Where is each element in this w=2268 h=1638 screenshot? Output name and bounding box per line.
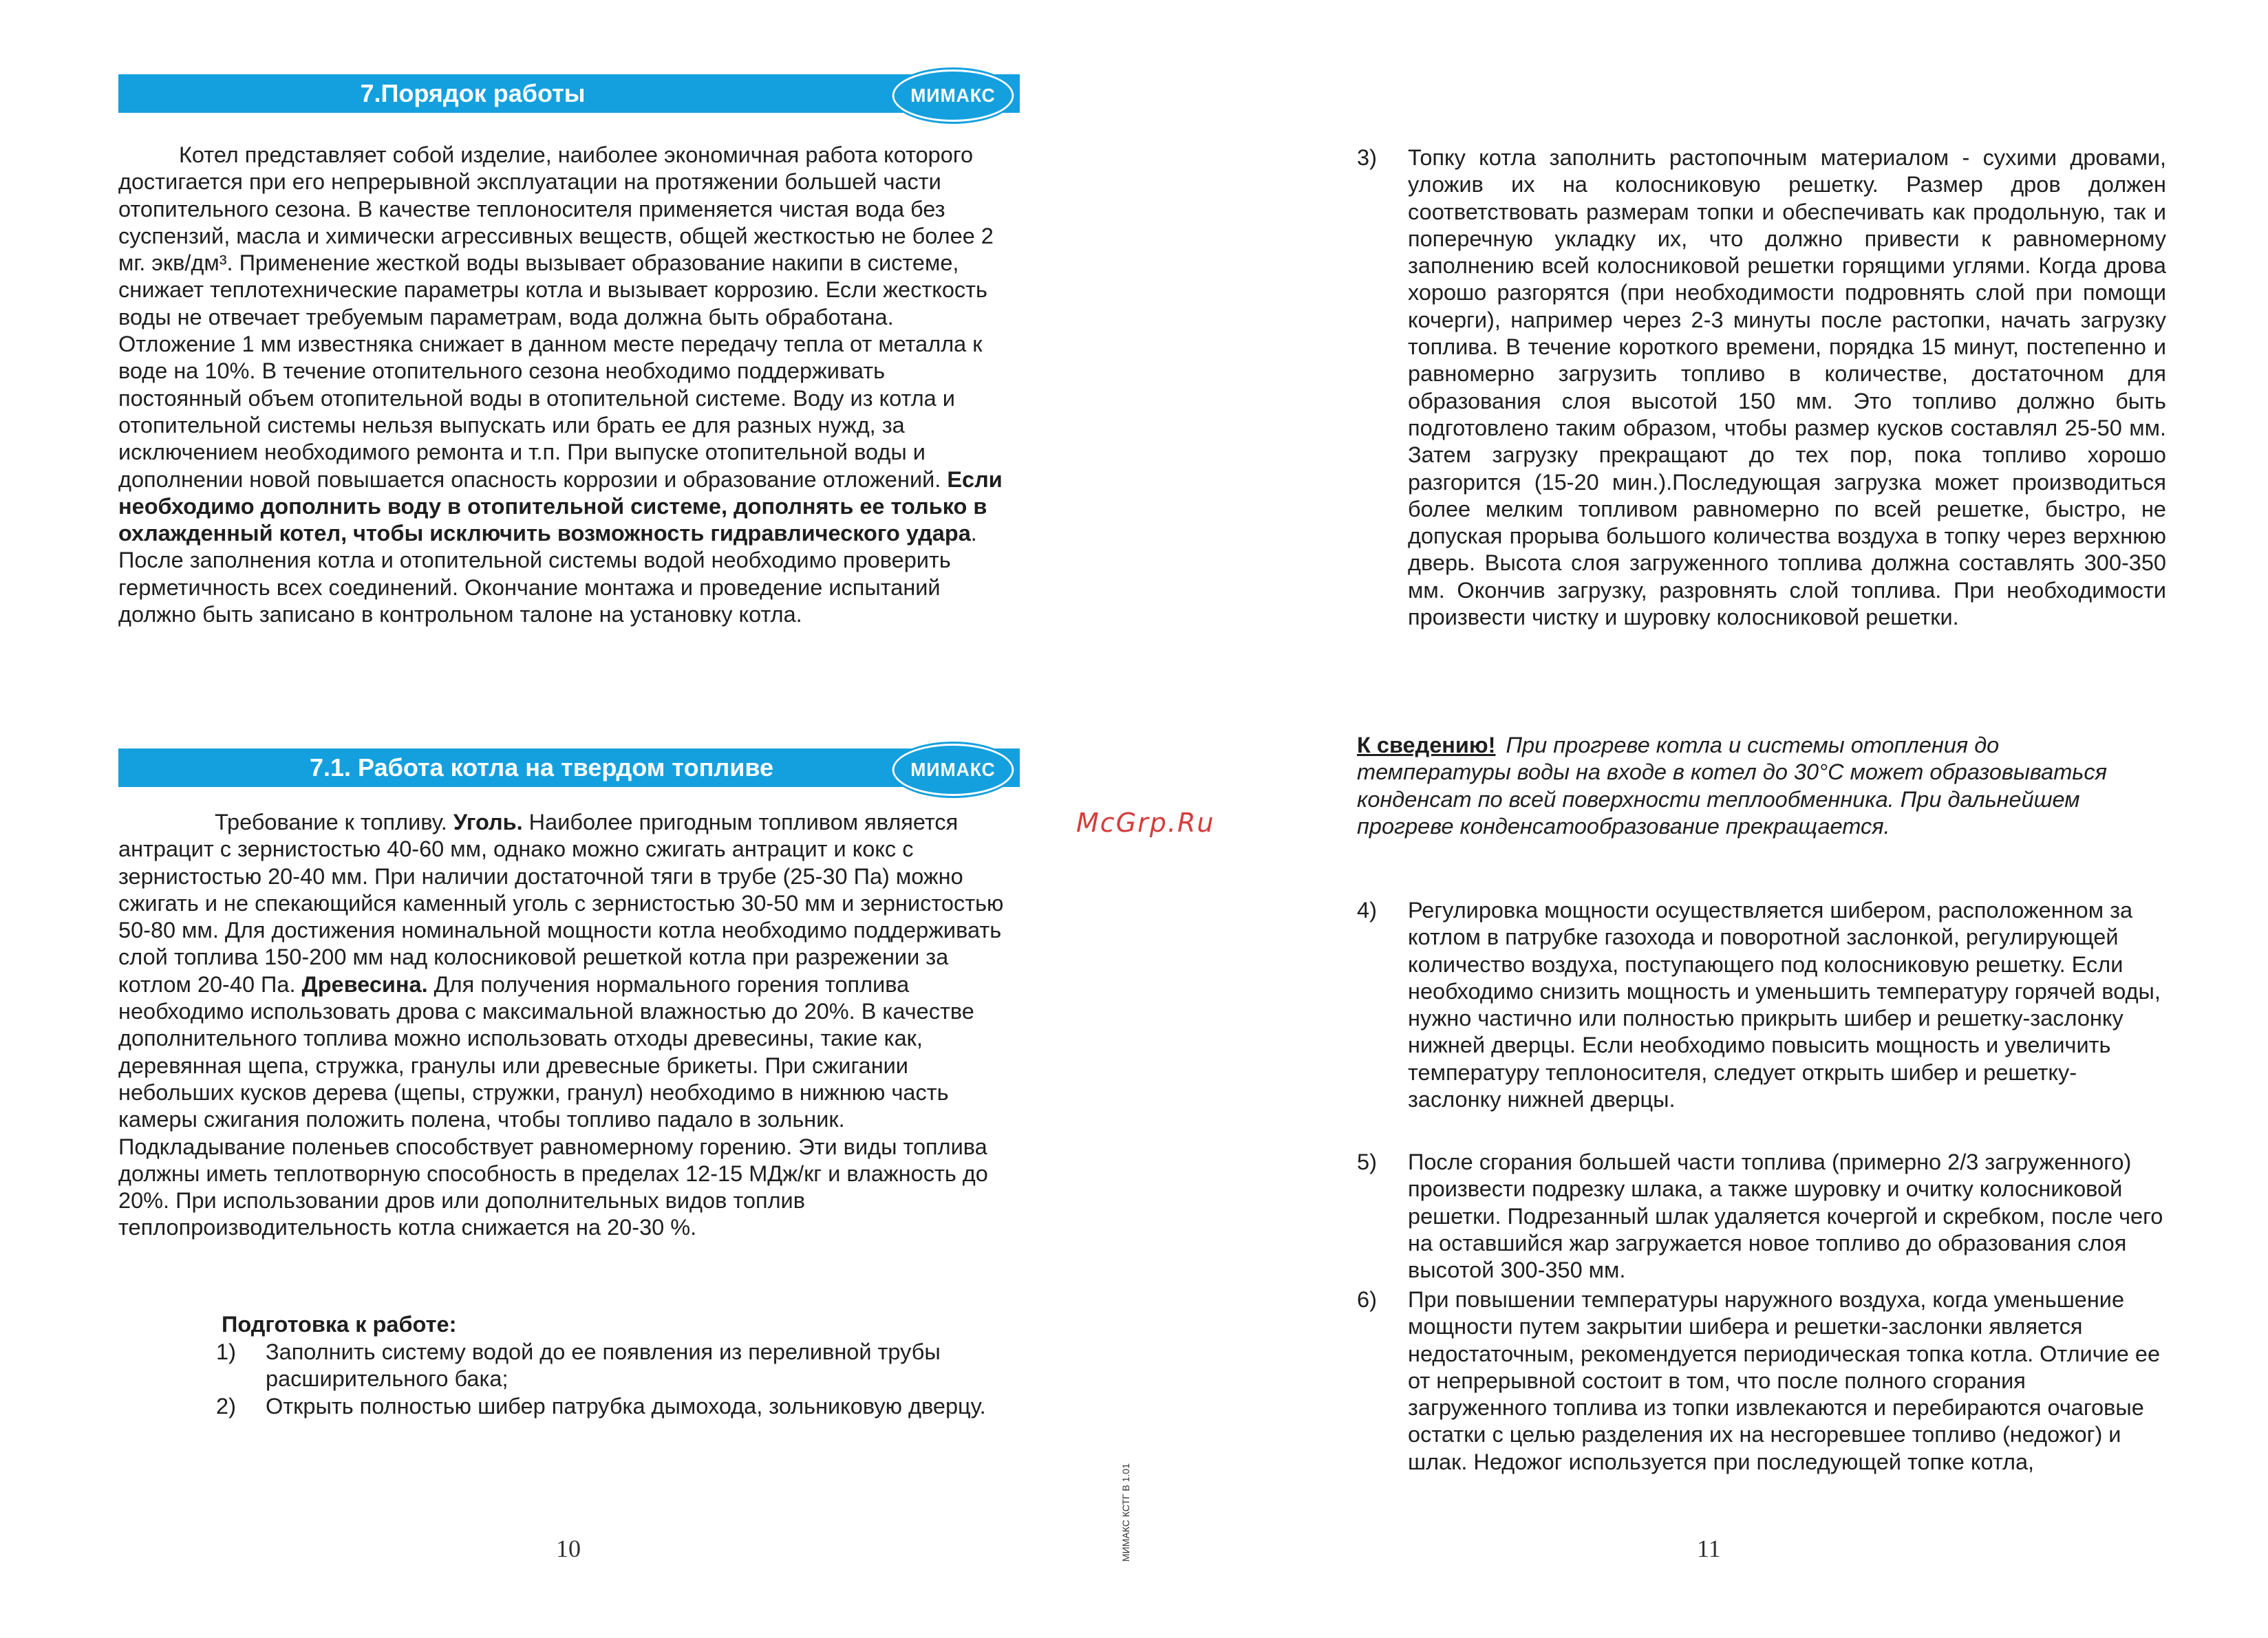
prep-item-2-text: Открыть полностью шибер патрубка дымохода, зольниковую дверцу. — [266, 1394, 986, 1419]
bold-coal: Уголь. — [453, 810, 523, 834]
item-4-text: Регулировка мощности осуществляется шибером, расположенном за котлом в патрубке газохода и поворотной заслонкой, регулирующей количество воздуха, поступающего под колосниковую решетку. Если необходимо снизить мощность и уменьшить температуру горячей воды, нужно частично или полностью прикрыть шибер и решетку-заслонку нижней дверцы. Если необходимо повысить мощность и увеличить температуру теплоносителя, следует открыть шибер и решетку-заслонку нижней дверцы. — [1408, 898, 2161, 1112]
page-number-right: 11 — [1697, 1535, 1721, 1562]
mimax-logo: МИМАКС — [892, 744, 1014, 796]
document-code: МИМАКС КСТГ В 1.01 — [1120, 1463, 1131, 1562]
prep-item-2-number: 2) — [216, 1394, 236, 1419]
section-7-1-paragraph — [118, 809, 1013, 1242]
mimax-logo: МИМАКС — [892, 69, 1014, 122]
item-5-number: 5) — [1357, 1150, 1377, 1174]
section-title-7: 7.Порядок работы — [360, 79, 586, 107]
watermark: McGrp.Ru — [1076, 808, 1215, 838]
prep-item-1-text: Заполнить систему водой до ее появления из переливной трубы расширительного бака; — [266, 1339, 941, 1392]
section-header-7 — [118, 74, 1020, 113]
section-7-1-text: Требование к топливу. Уголь. Наиболее пригодным топливом является антрацит с зернистостью 40-60 мм, однако можно сжигать антрацит и кокс с зернистостью 20-40 мм. При наличии достаточной тяги в трубе (25-30 Па) можно сжигать и не спекающийся каменный уголь с зернистостью 30-50 мм и зернистостью 50-80 мм. Для достижения номинальной мощности котла необходимо поддерживать слой топлива 150-200 мм над колосниковой решеткой котла при разрежении за котлом 20-40 Па. Древесина. Для получения нормального горения топлива необходимо использовать дрова с максимальной влажностью до 20%. В качестве дополнительного топлива можно использовать отходы древесины, такие как, деревянная щепа, стружка, гранулы или древесные брикеты. При сжигании небольших кусков дерева (щепы, стружки, гранул) необходимо в нижнюю часть камеры сжигания положить полена, чтобы топливо падало в зольник. Подкладывание поленьев способствует равномерному горению. Эти виды топлива должны иметь теплотворную способность в пределах 12-15 МДж/кг и влажность до 20%. При использовании дров или дополнительных видов топлив теплопроизводительность котла снижается на 20-30 %. — [118, 810, 1004, 1240]
item-6-text: При повышении температуры наружного воздуха, когда уменьшение мощности путем закрытии шибера и решетки-заслонки является недостаточным, рекомендуется периодическая топка котла. Отличие ее от непрерывной состоит в том, что после полного сгорания загруженного топлива из топки извлекаются и перебираются очаговые остатки с целью разделения их на несгоревшее топливо (недожог) и шлак. Недожог используется при последующей топке котла, — [1408, 1287, 2161, 1474]
prep-heading: Подготовка к работе: — [222, 1312, 457, 1337]
notice-label: К сведению! — [1357, 733, 1496, 757]
section-7-text: Котел представляет собой изделие, наиболее экономичная работа которого достигается при его непрерывной эксплуатации на протяжении большей части отопительного сезона. В качестве теплоносителя применяется чистая вода без суспензий, масла и химически агрессивных веществ, общей жесткостью не более 2 мг. экв/дм³. Применение жесткой воды вызывает образование накипи в системе, снижает теплотехнические параметры котла и вызывает коррозию. Если жесткость воды не отвечает требуемым параметрам, вода должна быть обработана. Отложение 1 мм известняка снижает в данном месте передачу тепла от металла к воде на 10%. В течение отопительного сезона необходимо поддерживать постоянный объем отопительной воды в отопительной системе. Воду из котла и отопительной системы нельзя выпускать или брать ее для разных нужд, за исключением необходимого ремонта и т.п. При выпуске отопительной воды и дополнении новой повышается опасность коррозии и образование отложений. Если необходимо дополнить воду в отопительной системе, дополнять ее только в охлажденный котел, чтобы исключить возможность гидравлического удара. После заполнения котла и отопительной системы водой необходимо проверить герметичность всех соединений. Окончание монтажа и проведение испытаний должно быть записано в контрольном талоне на установку котла. — [118, 142, 1003, 627]
item-4-number: 4) — [1357, 898, 1377, 923]
prep-item-1-number: 1) — [216, 1339, 236, 1364]
section-header-7-1 — [118, 748, 1020, 787]
item-6-number: 6) — [1357, 1287, 1377, 1312]
item-3-number: 3) — [1357, 145, 1377, 170]
bold-warning: Если необходимо дополнить воду в отопительной системе, дополнять ее только в охлажденный котел, чтобы исключить возможность гидравлического удара — [118, 466, 1003, 546]
bold-wood: Древесина. — [301, 971, 428, 997]
item-5-text: После сгорания большей части топлива (примерно 2/3 загруженного) произвести подрезку шлака, а также шуровку и очитку колосниковой решетки. Подрезанный шлак удаляется кочергой и скребком, после чего на оставшийся жар загружается новое топливо до образования слоя высотой 300-350 мм. — [1408, 1150, 2163, 1283]
notice-text: При прогреве котла и системы отопления до температуры воды на входе в котел до 30°С может образовываться конденсат по всей поверхности теплообменника. При дальнейшем прогреве конденсатообразование прекращается. — [1357, 733, 2107, 839]
section-7-paragraph — [118, 142, 1013, 628]
page-number-left: 10 — [556, 1535, 581, 1562]
item-3-text: Топку котла заполнить растопочным материалом - сухими дровами, уложив их на колосниковую решетку. Размер дров должен соответствовать размерам топки и обеспечивать как продольную, так и поперечную укладку их, что должно привести к равномерному заполнению всей колосниковой решетки горящими углями. Когда дрова хорошо разгорятся (при необходимости подровнять слой при помощи кочерги), например через 2-3 минуты после растопки, начать загрузку топлива. В течение короткого времени, порядка 15 минут, постепенно и равномерно загрузить топливо в количестве, достаточном для образования слоя высотой 150 мм. Это топливо должно быть подготовлено таким образом, чтобы размер кусков составлял 25-50 мм. Затем загрузку прекращают до тех пор, пока топливо хорошо разгорится (15-20 мин.).Последующая загрузка может производиться более мелким топливом равномерно по всей решетке, быстро, не допуская прорыва большого количества воздуха в топку через верхнюю дверь. Высота слоя загруженного топлива должна составлять 300-350 мм. Окончив загрузку, разровнять слой топлива. При необходимости произвести чистку и шуровку колосниковой решетки. — [1408, 145, 2166, 630]
section-title-7-1: 7.1. Работа котла на твердом топливе — [309, 753, 773, 782]
notice-block — [1357, 732, 2155, 840]
